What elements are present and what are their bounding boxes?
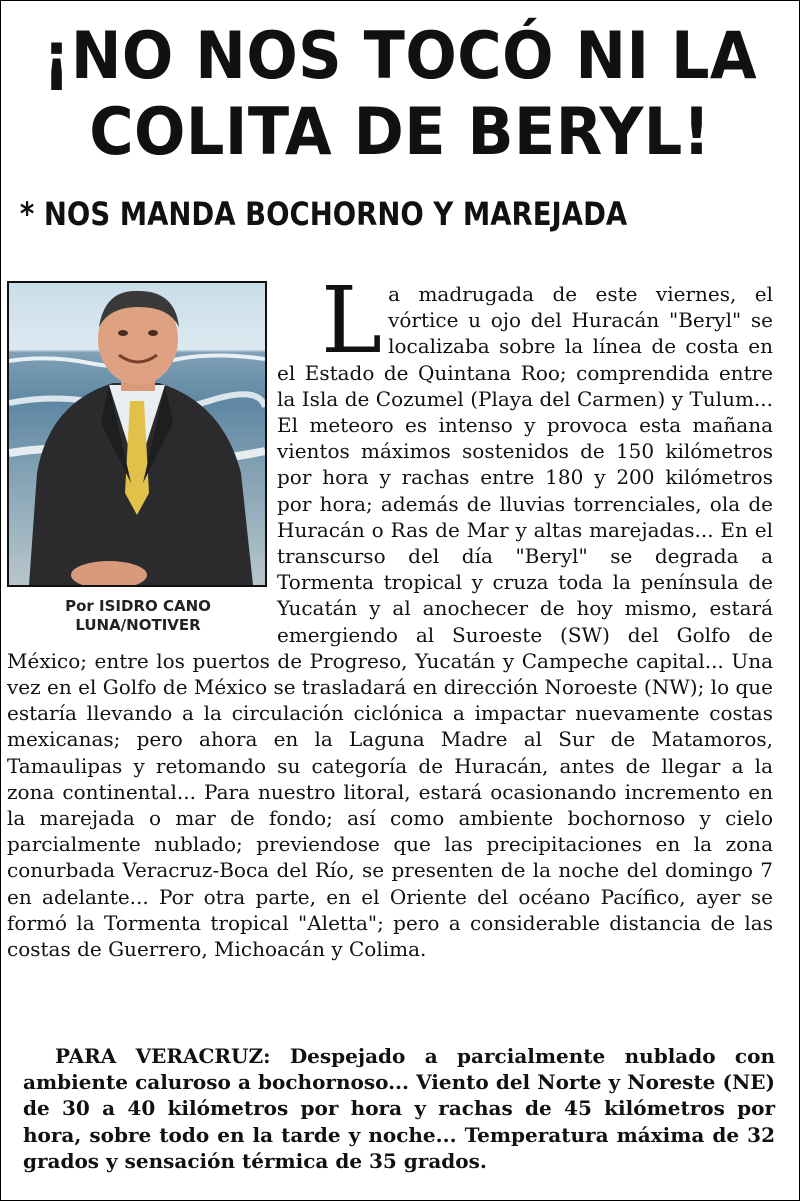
author-portrait-illustration: [9, 283, 265, 585]
author-photo: [7, 281, 267, 587]
article-body: [7, 267, 773, 962]
forecast-label: PARA VERACRUZ:: [55, 1044, 271, 1068]
subheadline: * NOS MANDA BOCHORNO Y MAREJADA: [19, 195, 628, 233]
article-text: a madrugada de este viernes, el vórtice u ojo del Huracán "Beryl" se localizaba sobre la línea de costa en el Estado de Quintana Roo; comprendida entre la Isla de Cozumel (Playa del Carmen) y Tulum... El meteoro es intenso y provoca esta mañana vientos máximos sostenidos de 150 kilómetros por hora y rachas entre 180 y 200 kilómetros por hora; además de lluvias torrenciales, ola de Huracán o Ras de Mar y altas marejadas... En el transcurso del día "Beryl" se degrada a Tormenta tropical y cruza toda la península de Yucatán y al anochecer de hoy mismo, estará emergiendo al Suroeste (SW) del Golfo de México; entre los puertos de Progreso, Yucatán y Campeche capital... Una vez en el Golfo de México se trasladará en dirección Noroeste (NW); lo que estaría llevando a la circulación ciclónica a impactar nuevamente costas mexicanas; pero ahora en la Laguna Madre al Sur de Matamoros, Tamaulipas y retomando su categoría de Huracán, antes de llegar a la zona continental... Para nuestro litoral, estará ocasionando incremento en la marejada o mar de fondo; así como ambiente bochornoso y cielo parcialmente nublado; previendose que las precipitaciones en la zona conurbada Veracruz-Boca del Río, se presenten de la noche del domingo 7 en adelante... Por otra parte, en el Oriente del océano Pacífico, ayer se formó la Tormenta tropical "Aletta"; pero a considerable distancia de las costas de Guerrero, Michoacán y Colima.: [7, 282, 773, 962]
drop-cap: L: [321, 267, 383, 374]
forecast-text: Despejado a parcialmente nublado con ambiente caluroso a bochornoso... Viento del Norte y Noreste (NE) de 30 a 40 kilómetros por hora y rachas de 45 kilómetros por hora, sobre todo en la tarde y noche... Temperatura máxima de 32 grados y sensación térmica de 35 grados.: [23, 1044, 775, 1173]
author-photo-block: [7, 281, 269, 635]
veracruz-forecast: [23, 1043, 775, 1174]
author-byline: Por ISIDRO CANO LUNA/NOTIVER: [65, 597, 211, 634]
headline: ¡NO NOS TOCÓ NI LA COLITA DE BERYL!: [42, 19, 758, 170]
